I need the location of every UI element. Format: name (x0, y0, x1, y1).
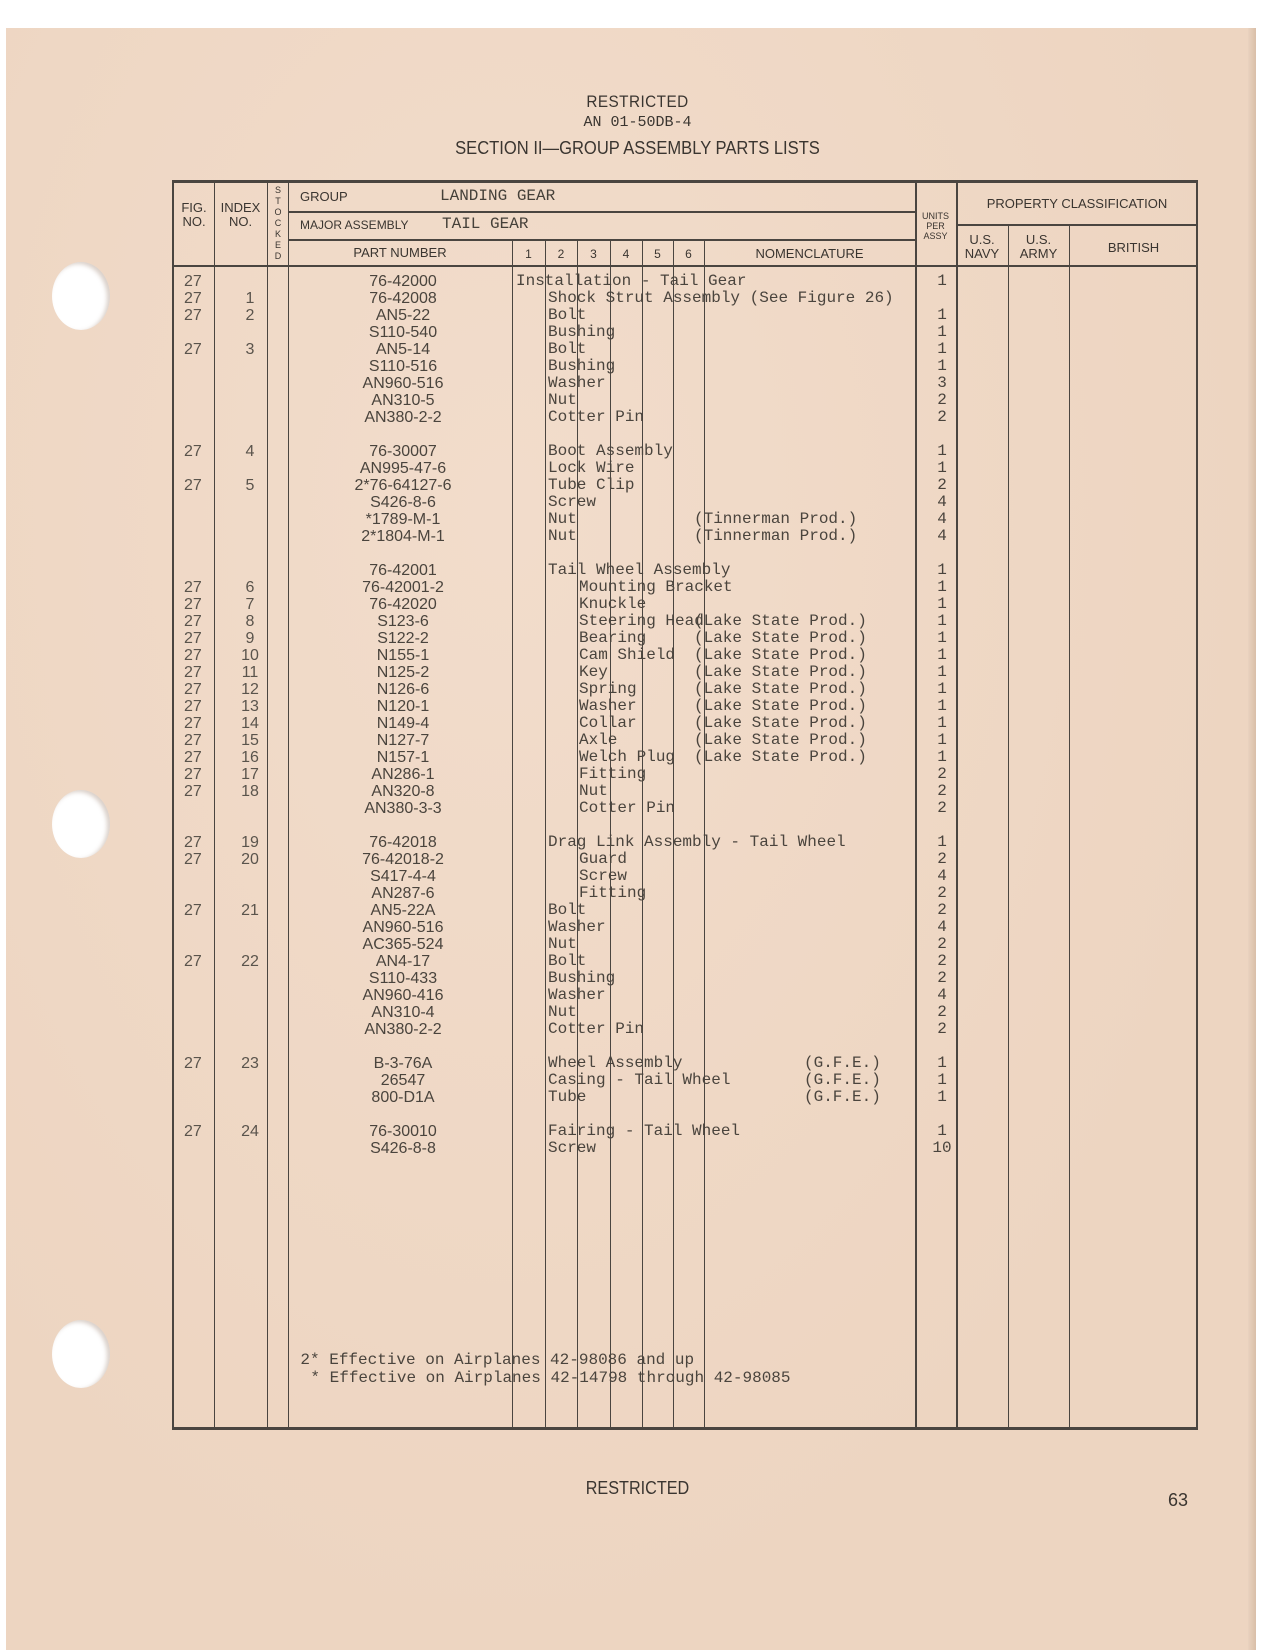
part-number-cell: N155-1 (376, 647, 430, 664)
part-number-cell: AN960-516 (362, 375, 444, 392)
nomenclature-cell: Bushing (548, 323, 616, 341)
fig-no-cell: 27 (184, 664, 202, 681)
table-row (174, 919, 1196, 936)
table-row (174, 1055, 1196, 1072)
index-no-cell: 22 (241, 953, 259, 970)
nomenclature-cell: Fairing - Tail Wheel (548, 1122, 741, 1140)
fig-no-cell: 27 (184, 307, 202, 324)
part-number-cell: 26547 (380, 1072, 426, 1089)
units-per-assy-cell: 1 (937, 1122, 947, 1140)
source-note-cell: (Lake State Prod.) (694, 697, 867, 715)
row-rule (956, 224, 1198, 226)
units-per-assy-cell: 1 (937, 1071, 947, 1089)
fig-no-cell: 27 (184, 290, 202, 307)
nomenclature-cell: Welch Plug (579, 748, 676, 766)
part-number-cell: 2*76-64127-6 (354, 477, 452, 494)
units-per-assy-cell: 4 (937, 918, 947, 936)
table-row (174, 953, 1196, 970)
fig-no-cell: 27 (184, 783, 202, 800)
table-row (174, 528, 1196, 545)
major-assembly-label: MAJOR ASSEMBLY (300, 218, 409, 232)
table-row (174, 443, 1196, 460)
col-header-property-classification: PROPERTY CLASSIFICATION (986, 196, 1168, 211)
units-per-assy-cell: 1 (937, 1054, 947, 1072)
units-per-assy-cell: 1 (937, 680, 947, 698)
part-number-cell: AN5-14 (375, 341, 431, 358)
fig-no-cell: 27 (184, 273, 202, 290)
col-header-indent-5: 5 (654, 247, 661, 261)
part-number-cell: AN380-2-2 (364, 409, 442, 426)
fig-no-cell: 27 (184, 613, 202, 630)
part-number-cell: AN960-416 (362, 987, 444, 1004)
part-number-cell: AN4-17 (375, 953, 431, 970)
table-row (174, 1123, 1196, 1140)
units-per-assy-cell: 1 (937, 459, 947, 477)
units-per-assy-cell: 2 (937, 391, 947, 409)
index-no-cell: 12 (241, 681, 259, 698)
table-row (174, 613, 1196, 630)
nomenclature-cell: Screw (579, 867, 628, 885)
index-no-cell: 5 (245, 477, 255, 494)
col-header-indent-4: 4 (622, 247, 630, 261)
part-number-cell: AN960-516 (362, 919, 444, 936)
source-note-cell: (Lake State Prod.) (694, 612, 867, 630)
units-per-assy-cell: 1 (937, 272, 947, 290)
units-per-assy-cell: 3 (937, 374, 947, 392)
table-row (174, 970, 1196, 987)
units-per-assy-cell: 1 (937, 748, 947, 766)
units-per-assy-cell: 4 (937, 527, 947, 545)
col-header-indent-3: 3 (590, 247, 597, 261)
part-number-cell: 2*1804-M-1 (361, 528, 445, 545)
units-per-assy-cell: 1 (937, 340, 947, 358)
part-number-cell: N157-1 (376, 749, 430, 766)
nomenclature-cell: Bearing (579, 629, 647, 647)
table-row (174, 749, 1196, 766)
page-edge (1248, 28, 1256, 1650)
source-note-cell: (Tinnerman Prod.) (694, 510, 858, 528)
nomenclature-cell: Boot Assembly (548, 442, 673, 460)
table-row (174, 647, 1196, 664)
part-number-cell: 76-42001-2 (362, 579, 444, 596)
units-per-assy-cell: 2 (937, 884, 947, 902)
nomenclature-cell: Mounting Bracket (579, 578, 733, 596)
part-number-cell: N120-1 (376, 698, 430, 715)
table-row (174, 392, 1196, 409)
col-header-units-per-assy: UNITS PER ASSY (922, 211, 949, 241)
part-number-cell: S123-6 (377, 613, 429, 630)
header-bottom-rule (174, 265, 1198, 267)
units-per-assy-cell: 4 (937, 493, 947, 511)
part-number-cell: S110-516 (368, 358, 438, 375)
units-per-assy-cell: 1 (937, 629, 947, 647)
part-number-cell: 76-42020 (369, 596, 437, 613)
part-number-cell: 76-42008 (369, 290, 437, 307)
nomenclature-cell: Steering Head (579, 612, 704, 630)
source-note-cell: (Lake State Prod.) (694, 663, 867, 681)
table-row (174, 987, 1196, 1004)
units-per-assy-cell: 2 (937, 765, 947, 783)
nomenclature-cell: Guard (579, 850, 628, 868)
units-per-assy-cell: 1 (937, 612, 947, 630)
units-per-assy-cell: 1 (937, 357, 947, 375)
source-note-cell: (Lake State Prod.) (694, 680, 867, 698)
table-row (174, 1140, 1196, 1157)
table-row (174, 460, 1196, 477)
index-no-cell: 2 (245, 307, 255, 324)
index-no-cell: 23 (241, 1055, 259, 1072)
part-number-cell: *1789-M-1 (365, 511, 441, 528)
units-per-assy-cell: 2 (937, 952, 947, 970)
nomenclature-cell: Bushing (548, 357, 616, 375)
index-no-cell: 17 (241, 766, 259, 783)
index-no-cell: 18 (241, 783, 259, 800)
part-number-cell: 76-30007 (369, 443, 437, 460)
security-marking-top: RESTRICTED (586, 92, 689, 111)
section-title: SECTION II—GROUP ASSEMBLY PARTS LISTS (455, 138, 820, 158)
part-number-cell: N125-2 (376, 664, 430, 681)
fig-no-cell: 27 (184, 851, 202, 868)
index-no-cell: 6 (245, 579, 255, 596)
nomenclature-cell: Axle (579, 731, 618, 749)
table-row (174, 375, 1196, 392)
index-no-cell: 16 (241, 749, 259, 766)
index-no-cell: 9 (245, 630, 255, 647)
row-rule (288, 211, 915, 213)
col-header-nomenclature: NOMENCLATURE (755, 246, 864, 261)
source-note-cell: (G.F.E.) (804, 1054, 881, 1072)
parts-list-table (172, 180, 1198, 1430)
nomenclature-cell: Tail Wheel Assembly (548, 561, 731, 579)
table-row (174, 596, 1196, 613)
units-per-assy-cell: 1 (937, 442, 947, 460)
table-row (174, 273, 1196, 290)
index-no-cell: 10 (241, 647, 259, 664)
security-marking-bottom: RESTRICTED (585, 1478, 690, 1498)
nomenclature-cell: Washer (548, 918, 606, 936)
table-row (174, 851, 1196, 868)
part-number-cell: AN286-1 (371, 766, 435, 783)
table-row (174, 562, 1196, 579)
nomenclature-cell: Nut (579, 782, 608, 800)
nomenclature-cell: Nut (548, 391, 577, 409)
index-no-cell: 4 (245, 443, 255, 460)
units-per-assy-cell: 1 (937, 731, 947, 749)
units-per-assy-cell: 1 (937, 561, 947, 579)
part-number-cell: S122-2 (377, 630, 429, 647)
nomenclature-cell: Key (579, 663, 608, 681)
col-header-stocked: S T O C K E D (274, 185, 282, 261)
units-per-assy-cell: 1 (937, 833, 947, 851)
table-row (174, 1072, 1196, 1089)
table-row (174, 324, 1196, 341)
units-per-assy-cell: 1 (937, 697, 947, 715)
units-per-assy-cell: 10 (932, 1139, 952, 1157)
table-row (174, 885, 1196, 902)
part-number-cell: N149-4 (376, 715, 430, 732)
index-no-cell: 7 (245, 596, 255, 613)
fig-no-cell: 27 (184, 1123, 202, 1140)
units-per-assy-cell: 2 (937, 408, 947, 426)
part-number-cell: N127-7 (376, 732, 430, 749)
part-number-cell: AN380-3-3 (364, 800, 442, 817)
nomenclature-cell: Screw (548, 493, 597, 511)
nomenclature-cell: Screw (548, 1139, 597, 1157)
col-header-us-navy: U.S. NAVY (964, 232, 1000, 261)
nomenclature-cell: Bolt (548, 952, 587, 970)
source-note-cell: (Lake State Prod.) (694, 629, 867, 647)
nomenclature-cell: Washer (579, 697, 637, 715)
units-per-assy-cell: 4 (937, 510, 947, 528)
nomenclature-cell: Bolt (548, 340, 587, 358)
table-row (174, 936, 1196, 953)
table-row (174, 358, 1196, 375)
table-row (174, 664, 1196, 681)
fig-no-cell: 27 (184, 647, 202, 664)
table-row (174, 681, 1196, 698)
document-number: AN 01-50DB-4 (583, 114, 692, 131)
nomenclature-cell: Shock Strut Assembly (See Figure 26) (548, 289, 894, 307)
nomenclature-cell: Washer (548, 986, 606, 1004)
part-number-cell: 76-42018-2 (362, 851, 444, 868)
col-header-indent-1: 1 (525, 247, 532, 261)
part-number-cell: AN320-8 (371, 783, 435, 800)
index-no-cell: 19 (241, 834, 259, 851)
major-assembly-value: TAIL GEAR (442, 215, 529, 233)
units-per-assy-cell: 2 (937, 901, 947, 919)
table-row (174, 766, 1196, 783)
source-note-cell: (G.F.E.) (804, 1088, 881, 1106)
nomenclature-cell: Cam Shield (579, 646, 676, 664)
table-row (174, 630, 1196, 647)
table-row (174, 1004, 1196, 1021)
fig-no-cell: 27 (184, 732, 202, 749)
units-per-assy-cell: 2 (937, 1020, 947, 1038)
table-row (174, 511, 1196, 528)
part-number-cell: S110-540 (368, 324, 438, 341)
part-number-cell: AN5-22A (370, 902, 436, 919)
nomenclature-cell: Tube Clip (548, 476, 635, 494)
nomenclature-cell: Bolt (548, 901, 587, 919)
source-note-cell: (G.F.E.) (804, 1071, 881, 1089)
part-number-cell: 76-42001 (369, 562, 437, 579)
part-number-cell: AN310-4 (371, 1004, 435, 1021)
index-no-cell: 14 (241, 715, 259, 732)
index-no-cell: 3 (245, 341, 255, 358)
table-row (174, 834, 1196, 851)
fig-no-cell: 27 (184, 630, 202, 647)
fig-no-cell: 27 (184, 902, 202, 919)
footnote-1: 2* Effective on Airplanes 42-98086 and up (300, 1351, 695, 1369)
nomenclature-cell: Spring (579, 680, 637, 698)
units-per-assy-cell: 2 (937, 969, 947, 987)
fig-no-cell: 27 (184, 766, 202, 783)
nomenclature-cell: Cotter Pin (548, 1020, 645, 1038)
footnote-2: * Effective on Airplanes 42-14798 through 42-98085 (310, 1369, 791, 1387)
table-row (174, 783, 1196, 800)
nomenclature-cell: Nut (548, 935, 577, 953)
part-number-cell: B-3-76A (373, 1055, 433, 1072)
index-no-cell: 21 (241, 902, 259, 919)
units-per-assy-cell: 2 (937, 782, 947, 800)
nomenclature-cell: Installation - Tail Gear (516, 272, 747, 290)
units-per-assy-cell: 1 (937, 646, 947, 664)
nomenclature-cell: Casing - Tail Wheel (548, 1071, 731, 1089)
punch-hole-bottom (52, 1320, 110, 1388)
source-note-cell: (Lake State Prod.) (694, 714, 867, 732)
units-per-assy-cell: 2 (937, 850, 947, 868)
units-per-assy-cell: 1 (937, 714, 947, 732)
punch-hole-top (52, 262, 110, 330)
units-per-assy-cell: 2 (937, 476, 947, 494)
part-number-cell: 800-D1A (371, 1089, 435, 1106)
group-value: LANDING GEAR (440, 187, 556, 205)
col-header-us-army: U.S. ARMY (1019, 232, 1058, 261)
table-row (174, 477, 1196, 494)
nomenclature-cell: Wheel Assembly (548, 1054, 683, 1072)
part-number-cell: 76-30010 (369, 1123, 437, 1140)
nomenclature-cell: Lock Wire (548, 459, 635, 477)
table-row (174, 800, 1196, 817)
nomenclature-cell: Bushing (548, 969, 616, 987)
units-per-assy-cell: 1 (937, 663, 947, 681)
part-number-cell: AN995-47-6 (359, 460, 447, 477)
part-number-cell: 76-42018 (369, 834, 437, 851)
fig-no-cell: 27 (184, 443, 202, 460)
units-per-assy-cell: 4 (937, 986, 947, 1004)
units-per-assy-cell: 2 (937, 935, 947, 953)
nomenclature-cell: Cotter Pin (579, 799, 676, 817)
source-note-cell: (Tinnerman Prod.) (694, 527, 858, 545)
fig-no-cell: 27 (184, 596, 202, 613)
index-no-cell: 24 (241, 1123, 259, 1140)
table-row (174, 409, 1196, 426)
units-per-assy-cell: 1 (937, 306, 947, 324)
fig-no-cell: 27 (184, 681, 202, 698)
col-header-part-number: PART NUMBER (353, 245, 447, 260)
part-number-cell: AN310-5 (371, 392, 435, 409)
nomenclature-cell: Nut (548, 1003, 577, 1021)
units-per-assy-cell: 2 (937, 1003, 947, 1021)
table-row (174, 1021, 1196, 1038)
table-row (174, 732, 1196, 749)
source-note-cell: (Lake State Prod.) (694, 646, 867, 664)
fig-no-cell: 27 (184, 749, 202, 766)
fig-no-cell: 27 (184, 698, 202, 715)
part-number-cell: S426-8-8 (370, 1140, 436, 1157)
part-number-cell: AN287-6 (371, 885, 435, 902)
index-no-cell: 13 (241, 698, 259, 715)
nomenclature-cell: Tube (548, 1088, 587, 1106)
part-number-cell: 76-42000 (369, 273, 437, 290)
part-number-cell: N126-6 (376, 681, 430, 698)
table-row (174, 715, 1196, 732)
nomenclature-cell: Knuckle (579, 595, 647, 613)
nomenclature-cell: Cotter Pin (548, 408, 645, 426)
part-number-cell: AN5-22 (375, 307, 431, 324)
col-header-indent-6: 6 (685, 247, 692, 261)
fig-no-cell: 27 (184, 1055, 202, 1072)
index-no-cell: 20 (241, 851, 259, 868)
source-note-cell: (Lake State Prod.) (694, 748, 867, 766)
table-row (174, 902, 1196, 919)
table-row (174, 1089, 1196, 1106)
part-number-cell: AC365-524 (362, 936, 444, 953)
nomenclature-cell: Bolt (548, 306, 587, 324)
fig-no-cell: 27 (184, 715, 202, 732)
units-per-assy-cell: 1 (937, 1088, 947, 1106)
table-row (174, 341, 1196, 358)
table-row (174, 494, 1196, 511)
units-per-assy-cell: 1 (937, 323, 947, 341)
fig-no-cell: 27 (184, 341, 202, 358)
fig-no-cell: 27 (184, 953, 202, 970)
col-header-indent-2: 2 (557, 247, 565, 261)
part-number-cell: S426-8-6 (370, 494, 436, 511)
nomenclature-cell: Nut (548, 510, 577, 528)
table-row (174, 698, 1196, 715)
table-row (174, 868, 1196, 885)
fig-no-cell: 27 (184, 834, 202, 851)
index-no-cell: 1 (245, 290, 255, 307)
part-number-cell: S417-4-4 (370, 868, 436, 885)
table-row (174, 579, 1196, 596)
nomenclature-cell: Nut (548, 527, 577, 545)
fig-no-cell: 27 (184, 477, 202, 494)
index-no-cell: 15 (241, 732, 259, 749)
index-no-cell: 8 (245, 613, 255, 630)
units-per-assy-cell: 1 (937, 595, 947, 613)
col-header-british: BRITISH (1107, 240, 1160, 255)
nomenclature-cell: Fitting (579, 765, 647, 783)
units-per-assy-cell: 2 (937, 799, 947, 817)
units-per-assy-cell: 1 (937, 578, 947, 596)
nomenclature-cell: Fitting (579, 884, 647, 902)
nomenclature-cell: Drag Link Assembly - Tail Wheel (548, 833, 846, 851)
col-header-index-no: INDEX NO. (220, 200, 261, 229)
source-note-cell: (Lake State Prod.) (694, 731, 867, 749)
group-label: GROUP (300, 189, 348, 204)
nomenclature-cell: Collar (579, 714, 637, 732)
punch-hole-middle (52, 790, 110, 858)
units-per-assy-cell: 4 (937, 867, 947, 885)
table-row (174, 307, 1196, 324)
nomenclature-cell: Washer (548, 374, 606, 392)
fig-no-cell: 27 (184, 579, 202, 596)
part-number-cell: AN380-2-2 (364, 1021, 442, 1038)
page-number: 63 (1168, 1490, 1189, 1510)
part-number-cell: S110-433 (368, 970, 438, 987)
col-header-fig-no: FIG. NO. (181, 200, 207, 229)
table-row (174, 290, 1196, 307)
index-no-cell: 11 (241, 664, 259, 681)
row-rule (288, 239, 915, 241)
